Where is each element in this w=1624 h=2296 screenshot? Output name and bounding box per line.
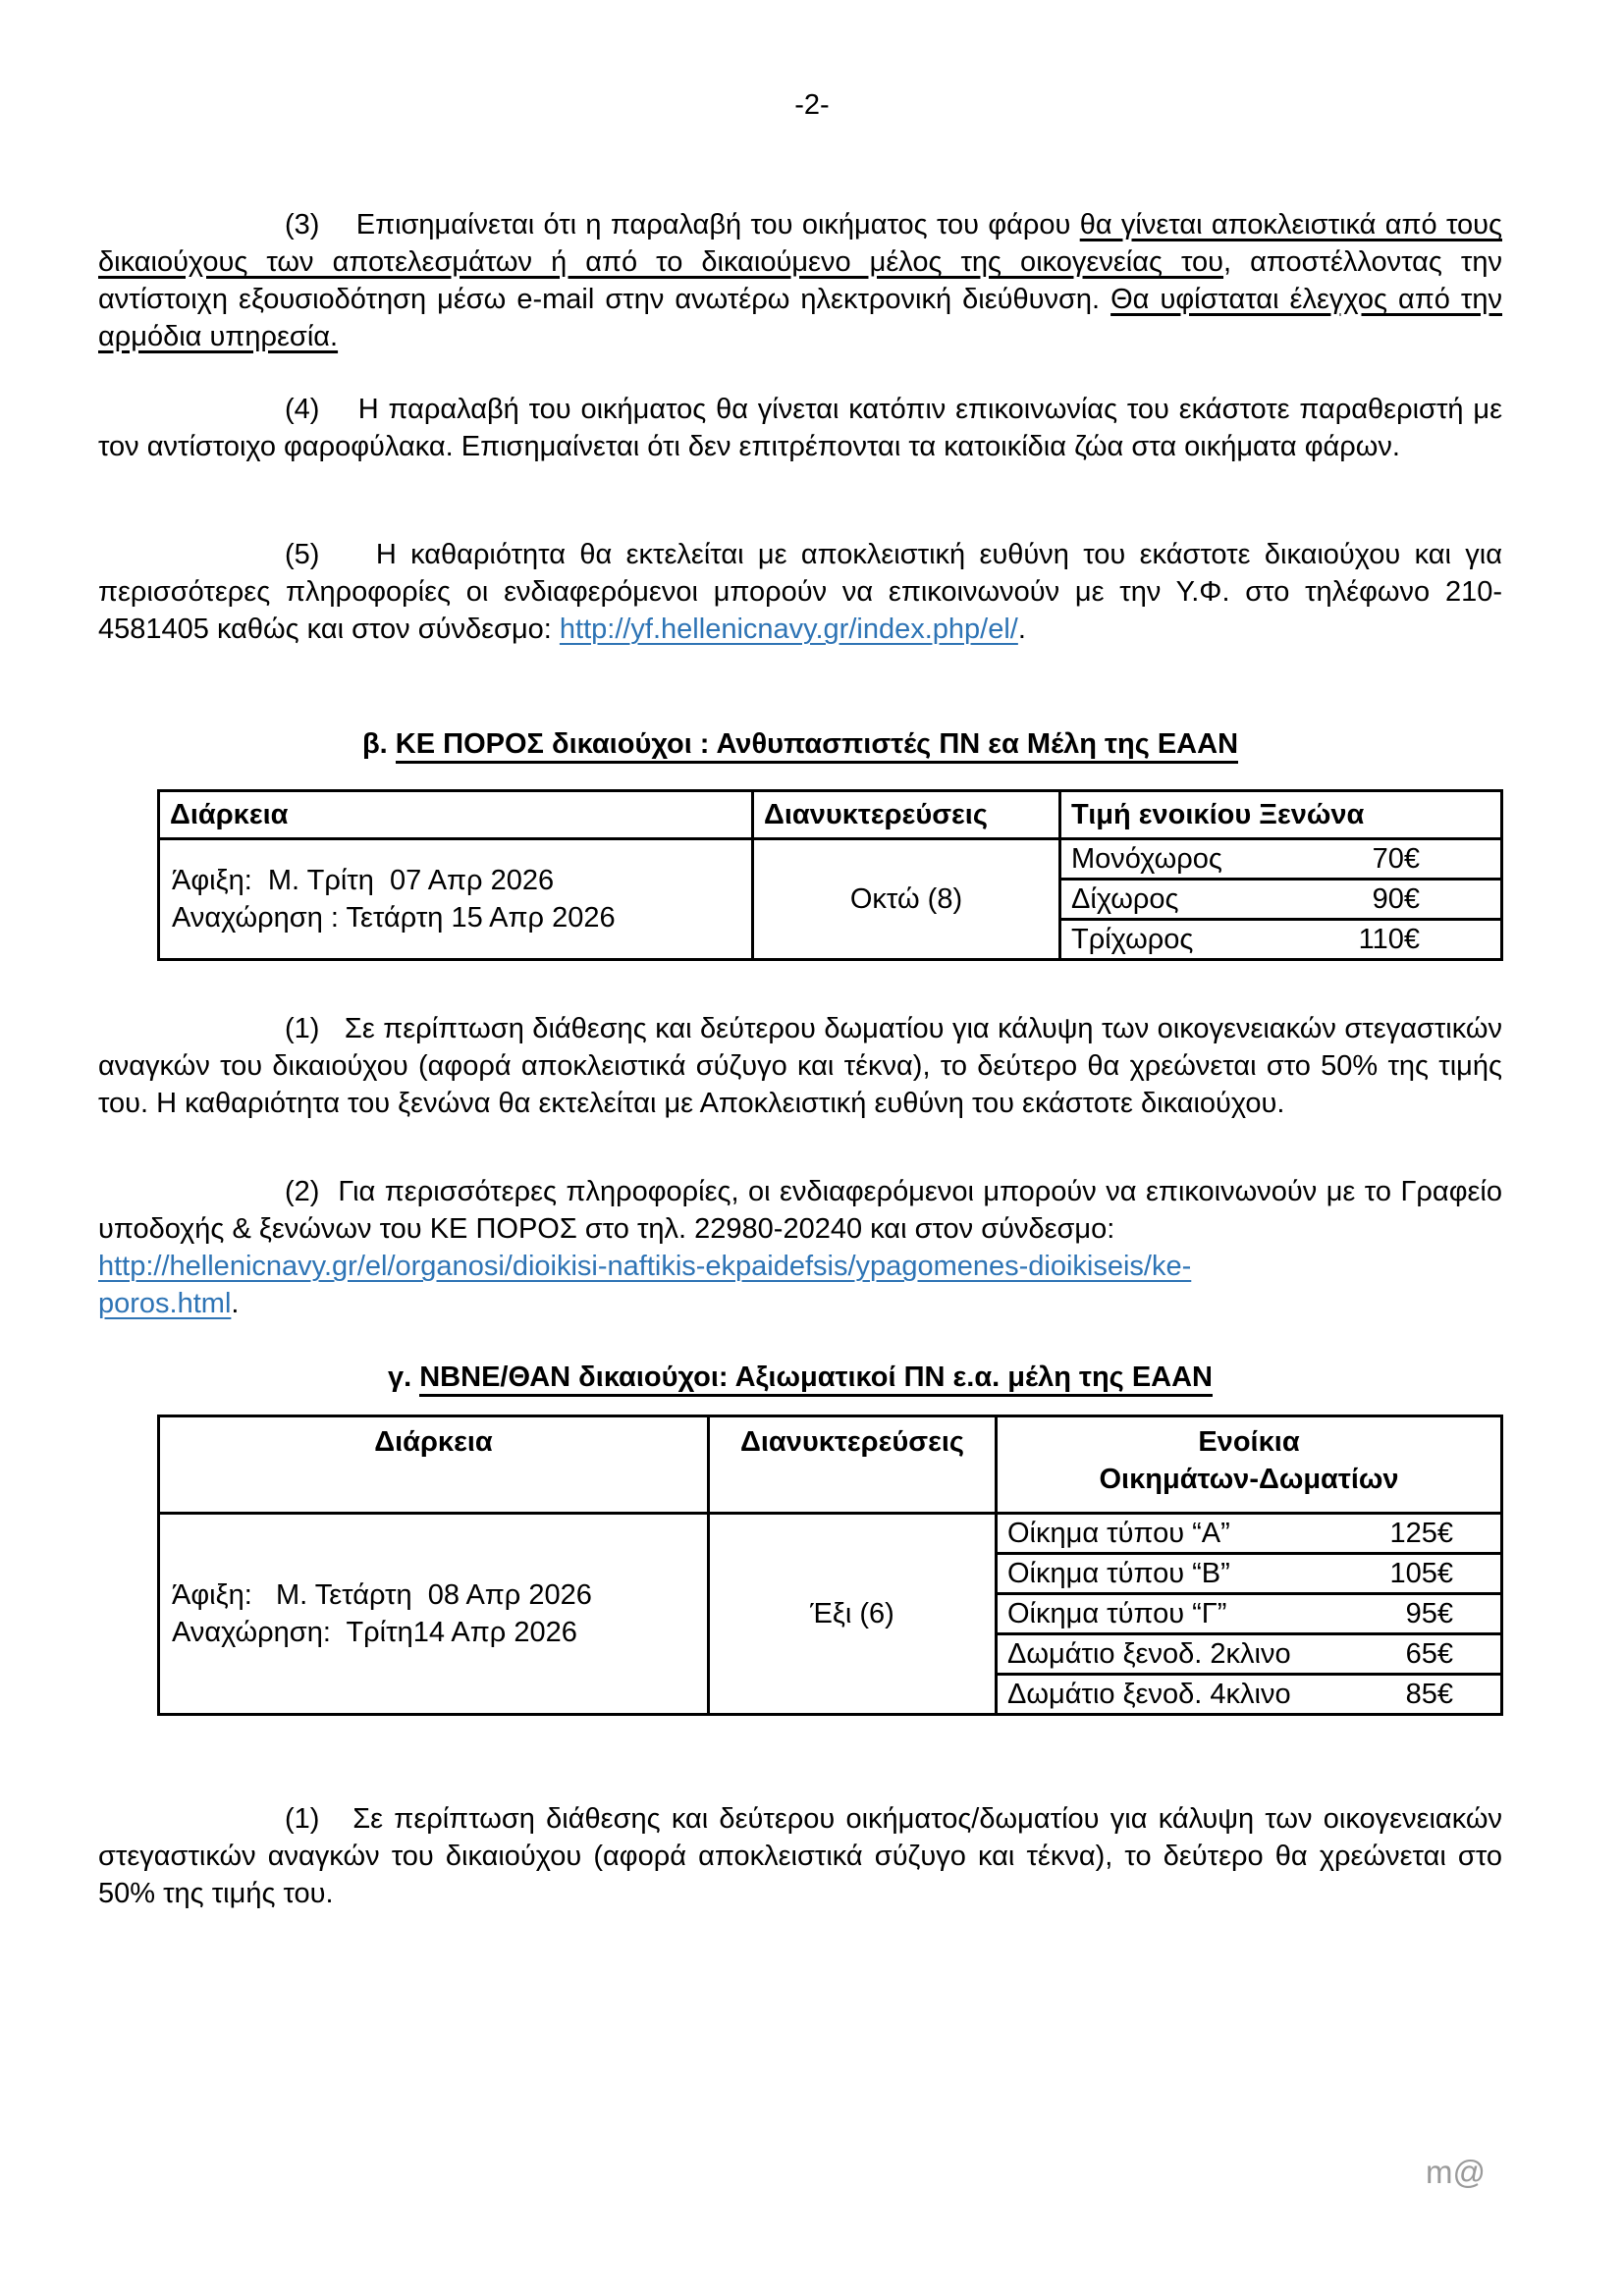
paragraph-5 bbox=[98, 536, 1502, 648]
keporos-departure-text: Αναχώρηση : Τετάρτη 15 Απρ 2026 bbox=[172, 902, 616, 934]
price-label: Οίκημα τύπου “Γ” bbox=[1007, 1598, 1227, 1629]
price-label: Οίκημα τύπου “Α” bbox=[1007, 1518, 1230, 1549]
price-label: Δωμάτιο ξενοδ. 2κλινο bbox=[1007, 1638, 1291, 1670]
price-value: 70€ bbox=[1372, 843, 1420, 875]
keporos-price-cell-dichoros bbox=[1060, 880, 1502, 920]
keporos-duration-cell bbox=[159, 839, 753, 960]
text-run: . bbox=[1017, 614, 1026, 645]
nbne-price-cell-type-a bbox=[997, 1514, 1502, 1554]
keporos-header-rent: Τιμή ενοικίου Ξενώνα bbox=[1060, 791, 1502, 839]
page-number: -2- bbox=[794, 89, 830, 121]
nbne-price-cell-type-c bbox=[997, 1594, 1502, 1634]
watermark: m@ bbox=[1426, 2154, 1486, 2190]
section-beta-heading bbox=[98, 724, 1502, 764]
price-value: 85€ bbox=[1405, 1679, 1453, 1710]
section-gamma-title: ΝΒΝΕ/ΘΑΝ δικαιούχοι: Αξιωματικοί ΠΝ ε.α. μέλη της ΕΑΑΝ bbox=[419, 1362, 1213, 1397]
price-label: Δωμάτιο ξενοδ. 4κλινο bbox=[1007, 1679, 1291, 1710]
nbne-header-rent-line2: Οικημάτων-Δωματίων bbox=[1099, 1464, 1399, 1495]
price-value: 105€ bbox=[1389, 1558, 1453, 1589]
price-value: 125€ bbox=[1389, 1518, 1453, 1549]
section-beta-prefix: β. bbox=[361, 728, 396, 760]
nbne-arrival-text: Άφιξη: Μ. Τετάρτη 08 Απρ 2026 bbox=[172, 1579, 592, 1611]
text-run: (3) Επισημαίνεται ότι η παραλαβή του οικήματος του φάρου bbox=[285, 209, 1080, 240]
price-value: 65€ bbox=[1405, 1638, 1453, 1670]
paragraph-gamma-1 bbox=[98, 1800, 1502, 1912]
nbne-header-rent bbox=[997, 1416, 1502, 1514]
nbne-header-row bbox=[159, 1416, 1502, 1514]
price-label: Μονόχωρος bbox=[1071, 843, 1222, 875]
text-run: (4) Η παραλαβή του οικήματος θα γίνεται κατόπιν επικοινωνίας του εκάστοτε παραθεριστή με τον αντίστοιχο φαροφύλακα. Επισημαίνεται ότι δεν επιτρέπονται τα κατοικίδια ζώα στα οικήματα φάρων. bbox=[98, 394, 1502, 462]
nbne-price-cell-room-4bed bbox=[997, 1675, 1502, 1715]
nbne-header-duration: Διάρκεια bbox=[159, 1416, 709, 1514]
paragraph-3 bbox=[98, 206, 1502, 355]
text-run: . bbox=[231, 1288, 240, 1319]
underlined-text: Θα υφίσταται έλεγχος από την αρμόδια υπηρεσία. bbox=[98, 284, 1503, 352]
text-run: (5) Η καθαριότητα θα εκτελείται με αποκλειστική ευθύνη του εκάστοτε δικαιούχου και για περισσότερες πληροφορίες οι ενδιαφερόμενοι μπορούν να επικοινωνούν με την Υ.Φ. στο τηλέφωνο 210-4581405 καθώς και στον σύνδεσμο: bbox=[98, 539, 1502, 645]
nbne-duration-cell bbox=[159, 1514, 709, 1715]
price-value: 110€ bbox=[1358, 924, 1420, 955]
price-label: Τρίχωρος bbox=[1071, 924, 1194, 955]
keporos-header-row bbox=[159, 791, 1502, 839]
paragraph-4 bbox=[98, 391, 1502, 465]
paragraph-beta-2 bbox=[98, 1173, 1502, 1322]
section-gamma-heading bbox=[98, 1358, 1502, 1397]
hyperlink[interactable]: poros.html bbox=[98, 1288, 232, 1319]
price-value: 90€ bbox=[1372, 883, 1420, 915]
keporos-header-duration: Διάρκεια bbox=[159, 791, 753, 839]
keporos-body-row bbox=[159, 839, 1502, 880]
nbne-table bbox=[157, 1415, 1503, 1716]
keporos-table bbox=[157, 789, 1503, 961]
price-label: Οίκημα τύπου “Β” bbox=[1007, 1558, 1230, 1589]
text-run: , αποστέλλοντας την αντίστοιχη εξουσιοδότηση μέσω e-mail στην ανωτέρω ηλεκτρονική διεύθυνση. bbox=[98, 246, 1502, 315]
paragraph-beta-1 bbox=[98, 1010, 1502, 1122]
nbne-nights-cell: Έξι (6) bbox=[709, 1514, 997, 1715]
price-label: Δίχωρος bbox=[1071, 883, 1179, 915]
underlined-text: θα γίνεται αποκλειστικά από τους δικαιούχους των αποτελεσμάτων ή από το δικαιούμενο μέλος της οικογενείας του bbox=[98, 209, 1502, 278]
text-run: (2) Για περισσότερες πληροφορίες, οι ενδιαφερόμενοι μπορούν να επικοινωνούν με το Γραφείο υποδοχής & ξενώνων του ΚΕ ΠΟΡΟΣ στο τηλ. 22980-20240 και στον σύνδεσμο: bbox=[98, 1176, 1502, 1245]
nbne-header-rent-line1: Ενοίκια bbox=[1198, 1426, 1300, 1458]
keporos-price-cell-trichoros bbox=[1060, 920, 1502, 960]
nbne-departure-text: Αναχώρηση: Τρίτη14 Απρ 2026 bbox=[172, 1617, 577, 1648]
keporos-arrival-text: Άφιξη: Μ. Τρίτη 07 Απρ 2026 bbox=[172, 865, 555, 896]
price-value: 95€ bbox=[1405, 1598, 1453, 1629]
keporos-price-cell-monochoros bbox=[1060, 839, 1502, 880]
hyperlink[interactable]: http://hellenicnavy.gr/el/organosi/dioikisi-naftikis-ekpaidefsis/ypagomenes-dioikiseis/ke- bbox=[98, 1251, 1192, 1282]
section-beta-title: ΚΕ ΠΟΡΟΣ δικαιούχοι : Ανθυπασπιστές ΠΝ εα Μέλη της ΕΑΑΝ bbox=[396, 728, 1238, 764]
text-run: (1) Σε περίπτωση διάθεσης και δεύτερου οικήματος/δωματίου για κάλυψη των οικογενειακών στεγαστικών αναγκών του δικαιούχου (αφορά αποκλειστικά σύζυγο και τέκνα), το δεύτερο θα χρεώνεται στο 50% της τιμής του. bbox=[98, 1803, 1502, 1909]
nbne-price-cell-room-2bed bbox=[997, 1634, 1502, 1675]
keporos-nights-cell: Οκτώ (8) bbox=[753, 839, 1060, 960]
section-gamma-prefix: γ. bbox=[387, 1362, 420, 1393]
text-run: (1) Σε περίπτωση διάθεσης και δεύτερου δωματίου για κάλυψη των οικογενειακών στεγαστικών αναγκών του δικαιούχου (αφορά αποκλειστικά σύζυγο και τέκνα), το δεύτερο θα χρεώνεται στο 50% της τιμής του. Η καθαριότητα του ξενώνα θα εκτελείται με Αποκλειστική ευθύνη του εκάστοτε δικαιούχου. bbox=[98, 1013, 1502, 1119]
nbne-body-row bbox=[159, 1514, 1502, 1554]
nbne-price-cell-type-b bbox=[997, 1554, 1502, 1594]
nbne-header-nights: Διανυκτερεύσεις bbox=[709, 1416, 997, 1514]
hyperlink[interactable]: http://yf.hellenicnavy.gr/index.php/el/ bbox=[559, 614, 1018, 645]
keporos-header-nights: Διανυκτερεύσεις bbox=[753, 791, 1060, 839]
